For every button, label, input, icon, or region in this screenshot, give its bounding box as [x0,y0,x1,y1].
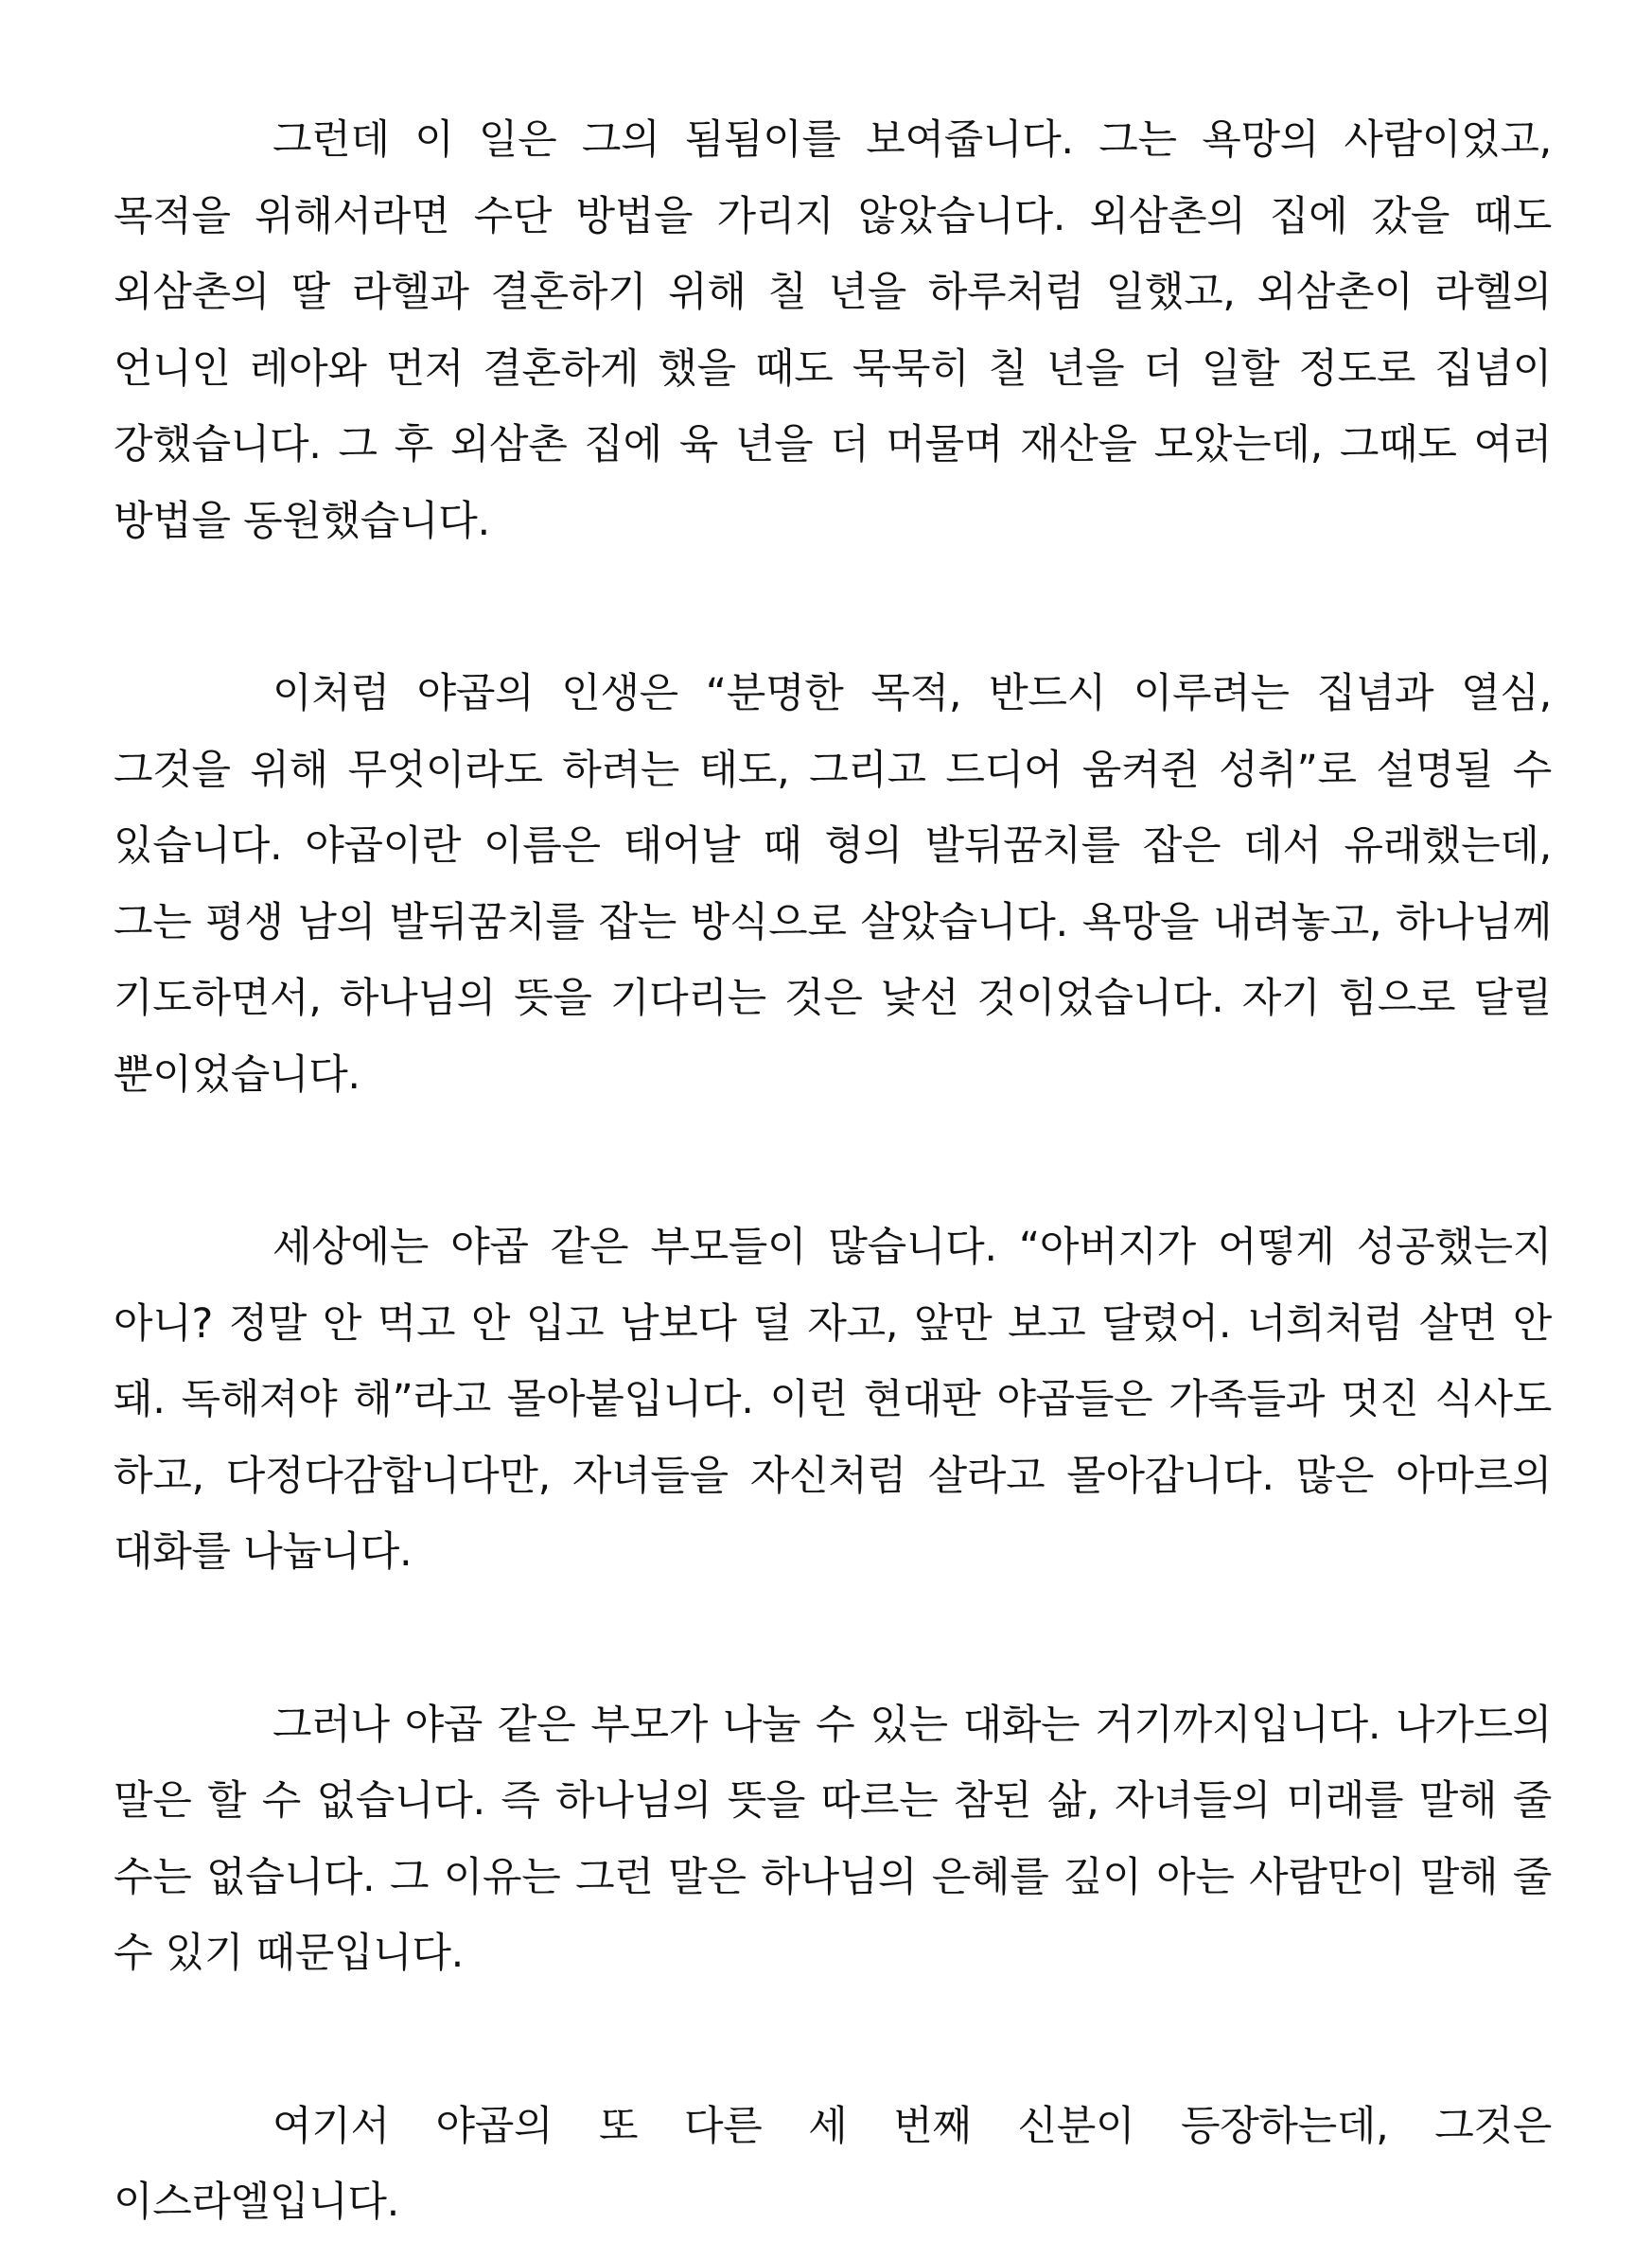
paragraph-1: 그런데 이 일은 그의 됨됨이를 보여줍니다. 그는 욕망의 사람이었고, 목적을 위해서라면 수단 방법을 가리지 않았습니다. 외삼촌의 집에 갔을 때도 외삼촌의 딸 라헬과 결혼하기 위해 칠 년을 하루처럼 일했고, 외삼촌이 라헬의 언니인 레아와 먼저 결혼하게 했을 때도 묵묵히 칠 년을 더 일할 정도로 집념이 강했습니다. 그 후 외삼촌 집에 육 년을 더 머물며 재산을 모았는데, 그때도 여러 방법을 동원했습니다. [114,116,1552,545]
paragraph-3: 세상에는 야곱 같은 부모들이 많습니다. “아버지가 어떻게 성공했는지 아니? 정말 안 먹고 안 입고 남보다 덜 자고, 앞만 보고 달렸어. 너희처럼 살면 안 돼. 독해져야 해”라고 몰아붙입니다. 이런 현대판 야곱들은 가족들과 멋진 식사도 하고, 다정다감합니다만, 자녀들을 자신처럼 살라고 몰아갑니다. 많은 아마르의 대화를 나눕니다. [114,1224,1552,1576]
paragraph-5: 여기서 야곱의 또 다른 세 번째 신분이 등장하는데, 그것은 이스라엘입니다. [114,2102,1552,2226]
paragraph-2: 이처럼 야곱의 인생은 “분명한 목적, 반드시 이루려는 집념과 열심, 그것을 위해 무엇이라도 하려는 태도, 그리고 드디어 움켜쥔 성취”로 설명될 수 있습니다. 야곱이란 이름은 태어날 때 형의 발뒤꿈치를 잡은 데서 유래했는데, 그는 평생 남의 발뒤꿈치를 잡는 방식으로 살았습니다. 욕망을 내려놓고, 하나님께 기도하면서, 하나님의 뜻을 기다리는 것은 낯선 것이었습니다. 자기 힘으로 달릴 뿐이었습니다. [114,670,1552,1099]
document-page [114,102,1552,2241]
paragraph-4: 그러나 야곱 같은 부모가 나눌 수 있는 대화는 거기까지입니다. 나가드의 말은 할 수 없습니다. 즉 하나님의 뜻을 따르는 참된 삶, 자녀들의 미래를 말해 줄 수는 없습니다. 그 이유는 그런 말은 하나님의 은혜를 깊이 아는 사람만이 말해 줄 수 있기 때문입니다. [114,1701,1552,1977]
